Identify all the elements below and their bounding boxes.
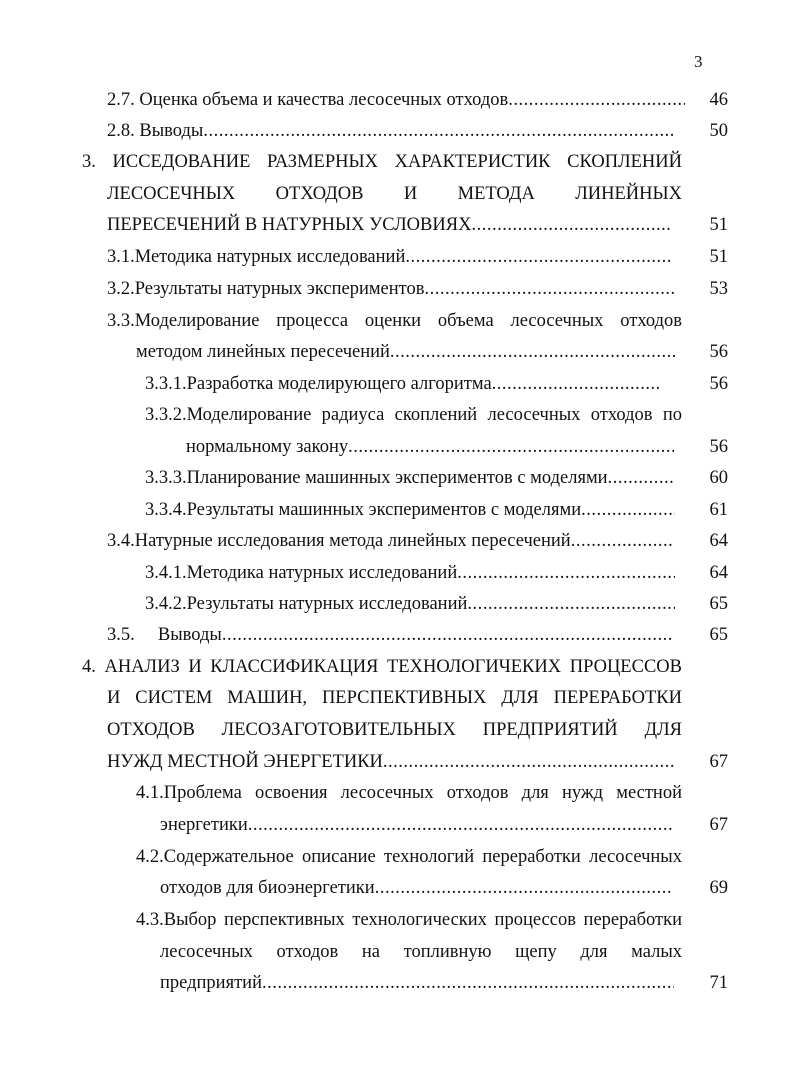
toc-chapter-3-line1: 3. ИССЕДОВАНИЕ РАЗМЕРНЫХ ХАРАКТЕРИСТИК СКОПЛЕНИЙ [82, 152, 682, 172]
toc-entry-4-1-line1: 4.1.Проблема освоения лесосечных отходов для нужд местной [136, 783, 682, 803]
toc-entry-3-5 [107, 623, 674, 647]
toc-entry-title: 3.5. Выводы [107, 625, 222, 645]
toc-page-number: 65 [709, 625, 728, 645]
leader-dots [457, 561, 675, 585]
toc-page-number: 50 [709, 121, 728, 141]
leader-dots [467, 592, 675, 616]
toc-page-number: 61 [709, 500, 728, 520]
toc-entry-title: 3.4.2.Результаты натурных исследований [145, 594, 468, 614]
toc-entry-3-3-2-line2 [186, 435, 674, 459]
toc-entry-3-3-line1: 3.3.Моделирование процесса оценки объема лесосечных отходов [107, 311, 682, 331]
toc-entry-title: 3.4.1.Методика натурных исследований [145, 563, 458, 583]
toc-chapter-4-line2: И СИСТЕМ МАШИН, ПЕРСПЕКТИВНЫХ ДЛЯ ПЕРЕРАБОТКИ [107, 688, 682, 708]
toc-chapter-4-line4 [107, 750, 674, 774]
toc-entry-title: энергетики [160, 815, 248, 835]
leader-dots [405, 245, 673, 269]
toc-entry-title: методом линейных пересечений [136, 342, 390, 362]
toc-entry-title: предприятий [160, 973, 262, 993]
toc-entry-3-3-1 [145, 372, 662, 396]
toc-entry-title: нормальному закону [186, 437, 349, 457]
leader-dots [375, 876, 672, 900]
toc-chapter-3-line3 [107, 213, 670, 237]
toc-entry-3-4-1 [145, 561, 675, 585]
toc-entry-4-3-line2: лесосечных отходов на топливную щепу для малых [160, 942, 682, 962]
toc-page-number: 71 [709, 973, 728, 993]
toc-chapter-4-line3: ОТХОДОВ ЛЕСОЗАГОТОВИТЕЛЬНЫХ ПРЕДПРИЯТИЙ ДЛЯ [107, 720, 682, 740]
toc-entry-3-1 [107, 245, 673, 269]
leader-dots [262, 971, 674, 995]
leader-dots [425, 277, 675, 301]
toc-page-number: 56 [709, 342, 728, 362]
leader-dots [383, 750, 674, 774]
toc-entry-2-7 [107, 88, 685, 112]
toc-entry-title: 3.3.3.Планирование машинных экспериментов с моделями [145, 468, 608, 488]
toc-entry-4-2-line1: 4.2.Содержательное описание технологий переработки лесосечных [136, 847, 682, 867]
leader-dots [222, 623, 674, 647]
toc-entry-4-1-line2 [160, 813, 674, 837]
leader-dots [608, 466, 675, 490]
leader-dots [248, 813, 674, 837]
toc-entry-title: 3.1.Методика натурных исследований [107, 247, 406, 267]
toc-page-number: 46 [709, 90, 728, 110]
leader-dots [203, 119, 673, 143]
toc-page-number: 51 [709, 215, 728, 235]
toc-page-number: 64 [709, 531, 728, 551]
leader-dots [492, 372, 662, 396]
leader-dots [390, 340, 675, 364]
toc-entry-3-4 [107, 529, 674, 553]
leader-dots [348, 435, 674, 459]
page-number: 3 [694, 52, 703, 71]
toc-page-number: 53 [709, 279, 728, 299]
toc-chapter-4-line1: 4. АНАЛИЗ И КЛАССИФИКАЦИЯ ТЕХНОЛОГИЧЕКИХ ПРОЦЕССОВ [82, 657, 682, 677]
toc-entry-title: 3.4.Натурные исследования метода линейных пересечений [107, 531, 571, 551]
toc-entry-2-8 [107, 119, 673, 143]
toc-entry-4-3-line1: 4.3.Выбор перспективных технологических процессов переработки [136, 910, 682, 930]
toc-page-number: 65 [709, 594, 728, 614]
leader-dots [581, 498, 675, 522]
leader-dots [571, 529, 674, 553]
toc-entry-title: 3.3.1.Разработка моделирующего алгоритма [145, 374, 492, 394]
toc-entry-title: 2.7. Оценка объема и качества лесосечных отходов [107, 90, 509, 110]
toc-entry-3-3-3 [145, 466, 675, 490]
toc-entry-3-4-2 [145, 592, 675, 616]
toc-entry-title: 3.3.4.Результаты машинных экспериментов с моделями [145, 500, 582, 520]
toc-entry-3-3-4 [145, 498, 675, 522]
toc-entry-3-3-line2 [136, 340, 675, 364]
toc-page-number: 51 [709, 247, 728, 267]
toc-entry-4-3-line3 [160, 971, 674, 995]
toc-entry-title: 2.8. Выводы [107, 121, 204, 141]
toc-entry-3-3-2-line1: 3.3.2.Моделирование радиуса скоплений лесосечных отходов по [145, 405, 682, 425]
toc-page-number: 67 [709, 815, 728, 835]
toc-entry-title: 3.2.Результаты натурных экспериментов [107, 279, 425, 299]
toc-entry-4-2-line2 [160, 876, 672, 900]
toc-chapter-3-line2: ЛЕСОСЕЧНЫХ ОТХОДОВ И МЕТОДА ЛИНЕЙНЫХ [107, 184, 682, 204]
leader-dots [508, 88, 685, 112]
toc-entry-3-2 [107, 277, 674, 301]
toc-page-number: 56 [709, 437, 728, 457]
leader-dots [471, 213, 670, 237]
toc-entry-title: ПЕРЕСЕЧЕНИЙ В НАТУРНЫХ УСЛОВИЯХ [107, 215, 472, 235]
toc-page-number: 67 [709, 752, 728, 772]
toc-page-number: 64 [709, 563, 728, 583]
toc-page-number: 60 [709, 468, 728, 488]
toc-entry-title: НУЖД МЕСТНОЙ ЭНЕРГЕТИКИ [107, 752, 383, 772]
toc-page-number: 69 [709, 878, 728, 898]
toc-entry-title: отходов для биоэнергетики [160, 878, 375, 898]
toc-page-number: 56 [709, 374, 728, 394]
